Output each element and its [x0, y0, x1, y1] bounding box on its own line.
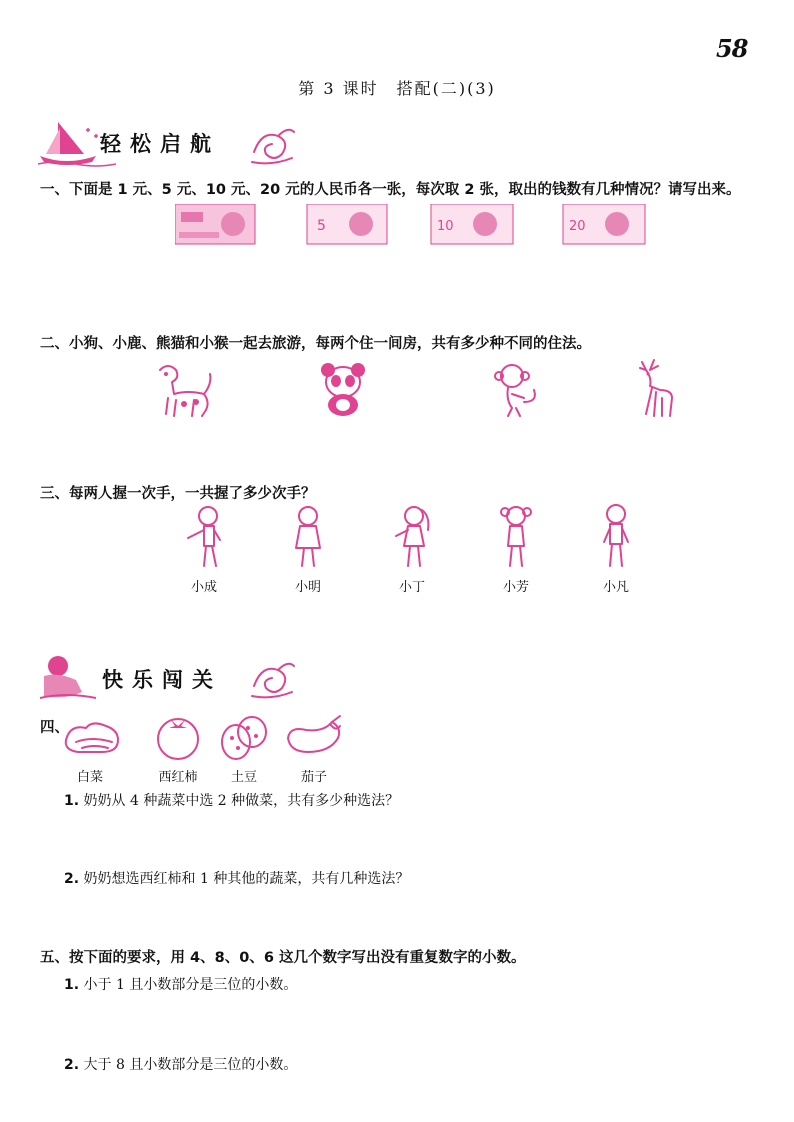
question-4-label: 四、 — [40, 720, 69, 736]
child-name-5: 小凡 — [602, 580, 629, 595]
question-4-1-text: 奶奶从 4 种蔬菜中选 2 种做菜，共有多少种选法？ — [83, 793, 400, 809]
banner-easy-start — [36, 118, 296, 168]
question-5-2-text: 大于 8 且小数部分是三位的小数。 — [83, 1057, 298, 1073]
svg-text:5: 5 — [317, 218, 326, 234]
child-name-4: 小芳 — [502, 580, 529, 595]
banknote-1-yuan-icon — [175, 204, 255, 244]
vegetable-label-1: 白菜 — [76, 770, 103, 785]
svg-text:20: 20 — [569, 219, 586, 234]
vegetable-label-2: 西红柿 — [158, 770, 198, 785]
svg-text:10: 10 — [437, 219, 454, 234]
question-2: 二、小狗、小鹿、熊猫和小猴一起去旅游，每两个住一间房，共有多少种不同的住法。 — [40, 336, 591, 352]
deer-icon — [632, 358, 678, 420]
question-4-2 — [64, 868, 409, 888]
panda-icon — [318, 360, 368, 418]
banknote-5-yuan-icon — [307, 204, 387, 244]
vegetable-label-4: 茄子 — [300, 770, 327, 785]
child-xiaocheng-icon — [184, 504, 224, 570]
eggplant-icon — [284, 712, 346, 758]
swirl-ornament-icon — [248, 122, 298, 166]
child-xiaofan-icon — [598, 502, 634, 570]
question-4-2-number: 2. — [64, 871, 80, 887]
child-name-3: 小丁 — [398, 580, 425, 595]
cabbage-icon — [62, 718, 122, 758]
banner-happy-challenge — [36, 652, 296, 702]
question-5-1 — [64, 974, 297, 994]
banknote-20-yuan-icon — [563, 204, 645, 244]
boy-mascot-icon — [36, 652, 100, 702]
question-4-1 — [64, 790, 399, 810]
question-5-2 — [64, 1054, 297, 1074]
swirl-ornament-icon — [248, 656, 298, 700]
page-number: 58 — [716, 34, 748, 63]
monkey-icon — [494, 362, 544, 418]
question-5-2-number: 2. — [64, 1057, 80, 1073]
child-xiaofang-icon — [496, 504, 536, 570]
lesson-title: 第 3 课时 搭配(二)(3) — [298, 79, 496, 98]
banner-happy-challenge-title: 快乐闯关 — [102, 667, 222, 692]
question-5-1-number: 1. — [64, 977, 80, 993]
child-xiaoding-icon — [394, 502, 434, 570]
banknotes — [175, 204, 655, 246]
banknote-10-yuan-icon — [431, 204, 513, 244]
question-3: 三、每两人握一次手，一共握了多少次手？ — [40, 486, 316, 502]
question-5: 五、按下面的要求，用 4、8、0、6 这几个数字写出没有重复数字的小数。 — [40, 950, 526, 966]
question-5-1-text: 小于 1 且小数部分是三位的小数。 — [83, 977, 298, 993]
tomato-icon — [153, 712, 203, 762]
dog-icon — [148, 360, 218, 418]
potato-icon — [218, 712, 270, 762]
question-4-2-text: 奶奶想选西红柿和 1 种其他的蔬菜，共有几种选法？ — [83, 871, 410, 887]
question-1: 一、下面是 1 元、5 元、10 元、20 元的人民币各一张，每次取 2 张，取出的钱数有几种情况？请写出来。 — [40, 182, 741, 198]
child-xiaoming-icon — [288, 504, 328, 570]
question-4-1-number: 1. — [64, 793, 80, 809]
child-name-1: 小成 — [190, 580, 217, 595]
vegetable-label-3: 土豆 — [230, 770, 257, 785]
banner-easy-start-title: 轻松启航 — [100, 131, 220, 156]
child-name-2: 小明 — [294, 580, 321, 595]
